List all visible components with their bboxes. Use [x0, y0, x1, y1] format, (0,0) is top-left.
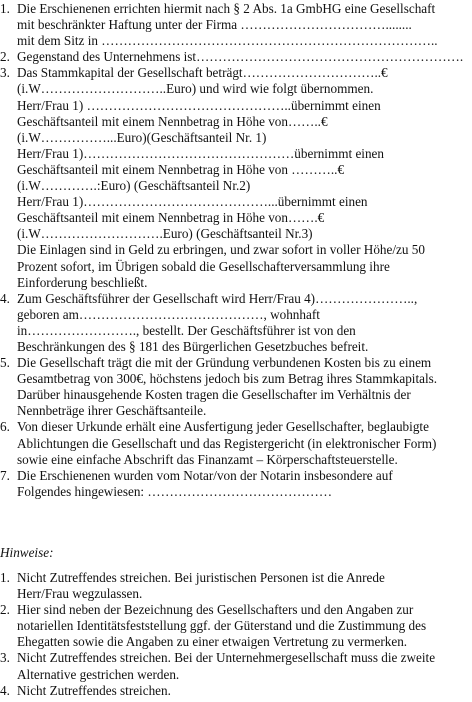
article-number: 2.	[0, 49, 10, 65]
article-line	[0, 371, 472, 387]
article-number: 1.	[0, 1, 10, 16]
note-first-line	[0, 650, 472, 666]
article-line	[0, 403, 472, 419]
article-line	[0, 339, 472, 355]
note-text: Alternative gestrichen werden.	[17, 666, 180, 682]
note-text: Nicht Zutreffendes streichen. Bei juristischen Personen ist die Anrede	[17, 570, 385, 585]
article-text: Geschäftsanteil mit einem Nennbetrag in Höhe von…….€	[17, 210, 325, 226]
article-text: Herr/Frau 1) ………………………………………..übernimmt einen	[17, 97, 381, 113]
article-text: Darüber hinausgehende Kosten tragen die Gesellschafter im Verhältnis der	[17, 387, 411, 403]
article-text: (i.W……………...Euro)(Geschäftsanteil Nr. 1)	[17, 129, 267, 145]
article-text: Zum Geschäftsführer der Gesellschaft wird Herr/Frau 4)…………………..,	[17, 290, 418, 306]
article-line	[0, 130, 472, 146]
article-text: (i.W………………………..Euro) und wird wie folgt übernommen.	[17, 81, 374, 97]
article-number: 4.	[0, 290, 10, 306]
note-number: 1.	[0, 570, 10, 585]
note	[0, 602, 472, 650]
article-first-line	[0, 1, 472, 17]
article-text: Ablichtungen die Gesellschaft und das Registergericht (in elektronischer Form)	[17, 435, 437, 451]
article-text: Gesamtbetrag von 300€, höchstens jedoch bis zum Betrag ihres Stammkapitals.	[17, 371, 438, 387]
note-number: 4.	[0, 682, 10, 698]
notes-list	[0, 570, 472, 699]
article-text: mit beschränkter Haftung unter der Firma ……………………………........	[17, 17, 412, 33]
article-text: Geschäftsanteil mit einem Nennbetrag in Höhe von ………..€	[17, 161, 345, 177]
article-text: in……………………., bestellt. Der Geschäftsführer ist von den	[17, 322, 356, 338]
article	[0, 291, 472, 355]
article-line	[0, 259, 472, 275]
article-line	[0, 194, 472, 210]
note-line	[0, 667, 472, 683]
article-text: Geschäftsanteil mit einem Nennbetrag in Höhe von……..€	[17, 113, 328, 129]
article-line	[0, 81, 472, 97]
article-text: Einforderung beschließt.	[17, 274, 148, 290]
article-text: geboren am……………………………………, wohnhaft	[17, 306, 320, 322]
note-text: Herr/Frau wegzulassen.	[17, 586, 143, 602]
note-line	[0, 586, 472, 602]
note-text: Nicht Zutreffendes streichen. Bei der Unternehmergesellschaft muss die zweite	[17, 650, 436, 666]
article-first-line	[0, 419, 472, 435]
article-text: Die Erschienenen wurden vom Notar/von der Notarin insbesondere auf	[17, 467, 393, 483]
article	[0, 65, 472, 290]
note	[0, 570, 472, 602]
article-text: (i.W………….:Euro) (Geschäftsanteil Nr.2)	[17, 178, 251, 194]
article-text: Von dieser Urkunde erhält eine Ausfertigung jeder Gesellschafter, beglaubigte	[17, 419, 429, 435]
note	[0, 650, 472, 682]
article-first-line	[0, 291, 472, 307]
article-number: 3.	[0, 65, 10, 81]
article-line	[0, 98, 472, 114]
article-first-line	[0, 65, 472, 81]
article-line	[0, 162, 472, 178]
article-line	[0, 146, 472, 162]
article-line	[0, 323, 472, 339]
article-text: Herr/Frau 1)……………………………………...übernimmt einen	[17, 194, 368, 210]
article-number: 7.	[0, 467, 10, 483]
note-line	[0, 618, 472, 634]
article-text: Die Erschienenen errichten hiermit nach § 2 Abs. 1a GmbHG eine Gesellschaft	[17, 1, 436, 16]
article-line	[0, 275, 472, 291]
article	[0, 355, 472, 419]
article-text: Herr/Frau 1)…………………………………………übernimmt einen	[17, 145, 385, 161]
note-text: Ehegatten sowie die Angaben zu einer etwaigen Vertretung zu vermerken.	[17, 634, 408, 650]
article-number: 5.	[0, 355, 10, 371]
note	[0, 683, 472, 699]
note-first-line	[0, 570, 472, 586]
article-text: Gegenstand des Unternehmens ist…………………………………………………….	[17, 49, 464, 65]
articles-list	[0, 1, 472, 500]
article-text: mit dem Sitz in …………………………………………………………………..	[17, 33, 438, 49]
article-text: Die Gesellschaft trägt die mit der Gründung verbundenen Kosten bis zu einem	[17, 355, 432, 371]
note-line	[0, 634, 472, 650]
article	[0, 49, 472, 65]
article-line	[0, 226, 472, 242]
article-line	[0, 452, 472, 468]
article-first-line	[0, 49, 472, 65]
note-first-line	[0, 683, 472, 699]
article-line	[0, 210, 472, 226]
note-text: Nicht Zutreffendes streichen.	[17, 682, 171, 698]
article-line	[0, 114, 472, 130]
article-line	[0, 33, 472, 49]
article-number: 6.	[0, 419, 10, 435]
article	[0, 1, 472, 49]
note-number: 3.	[0, 650, 10, 666]
article-text: (i.W……………………….Euro) (Geschäftsanteil Nr.3)	[17, 226, 313, 242]
article-text: sowie eine einfache Abschrift das Finanzamt – Körperschaftsteuerstelle.	[17, 451, 398, 467]
article-text: Nennbeträge ihrer Geschäftsanteile.	[17, 403, 207, 419]
note-first-line	[0, 602, 472, 618]
article-line	[0, 484, 472, 500]
article-text: Prozent sofort, im Übrigen sobald die Gesellschafterversammlung ihre	[17, 258, 390, 274]
article-line	[0, 242, 472, 258]
article-text: Beschränkungen des § 181 des Bürgerlichen Gesetzbuches befreit.	[17, 338, 369, 354]
article	[0, 419, 472, 467]
article-line	[0, 178, 472, 194]
article-line	[0, 387, 472, 403]
article-line	[0, 307, 472, 323]
article	[0, 468, 472, 500]
note-text: notariellen Identitätsfeststellung ggf. der Güterstand und die Zustimmung des	[17, 618, 427, 634]
article-first-line	[0, 355, 472, 371]
article-text: Das Stammkapital der Gesellschaft beträgt…………………………..€	[17, 65, 388, 81]
article-text: Folgendes hingewiesen: ……………………………………	[17, 483, 333, 499]
article-line	[0, 17, 472, 33]
article-line	[0, 436, 472, 452]
notes-heading: Hinweise:	[0, 545, 54, 560]
note-number: 2.	[0, 602, 10, 618]
note-text: Hier sind neben der Bezeichnung des Gesellschafters und den Angaben zur	[17, 602, 414, 618]
article-first-line	[0, 468, 472, 484]
article-text: Die Einlagen sind in Geld zu erbringen, und zwar sofort in voller Höhe/zu 50	[17, 242, 425, 258]
